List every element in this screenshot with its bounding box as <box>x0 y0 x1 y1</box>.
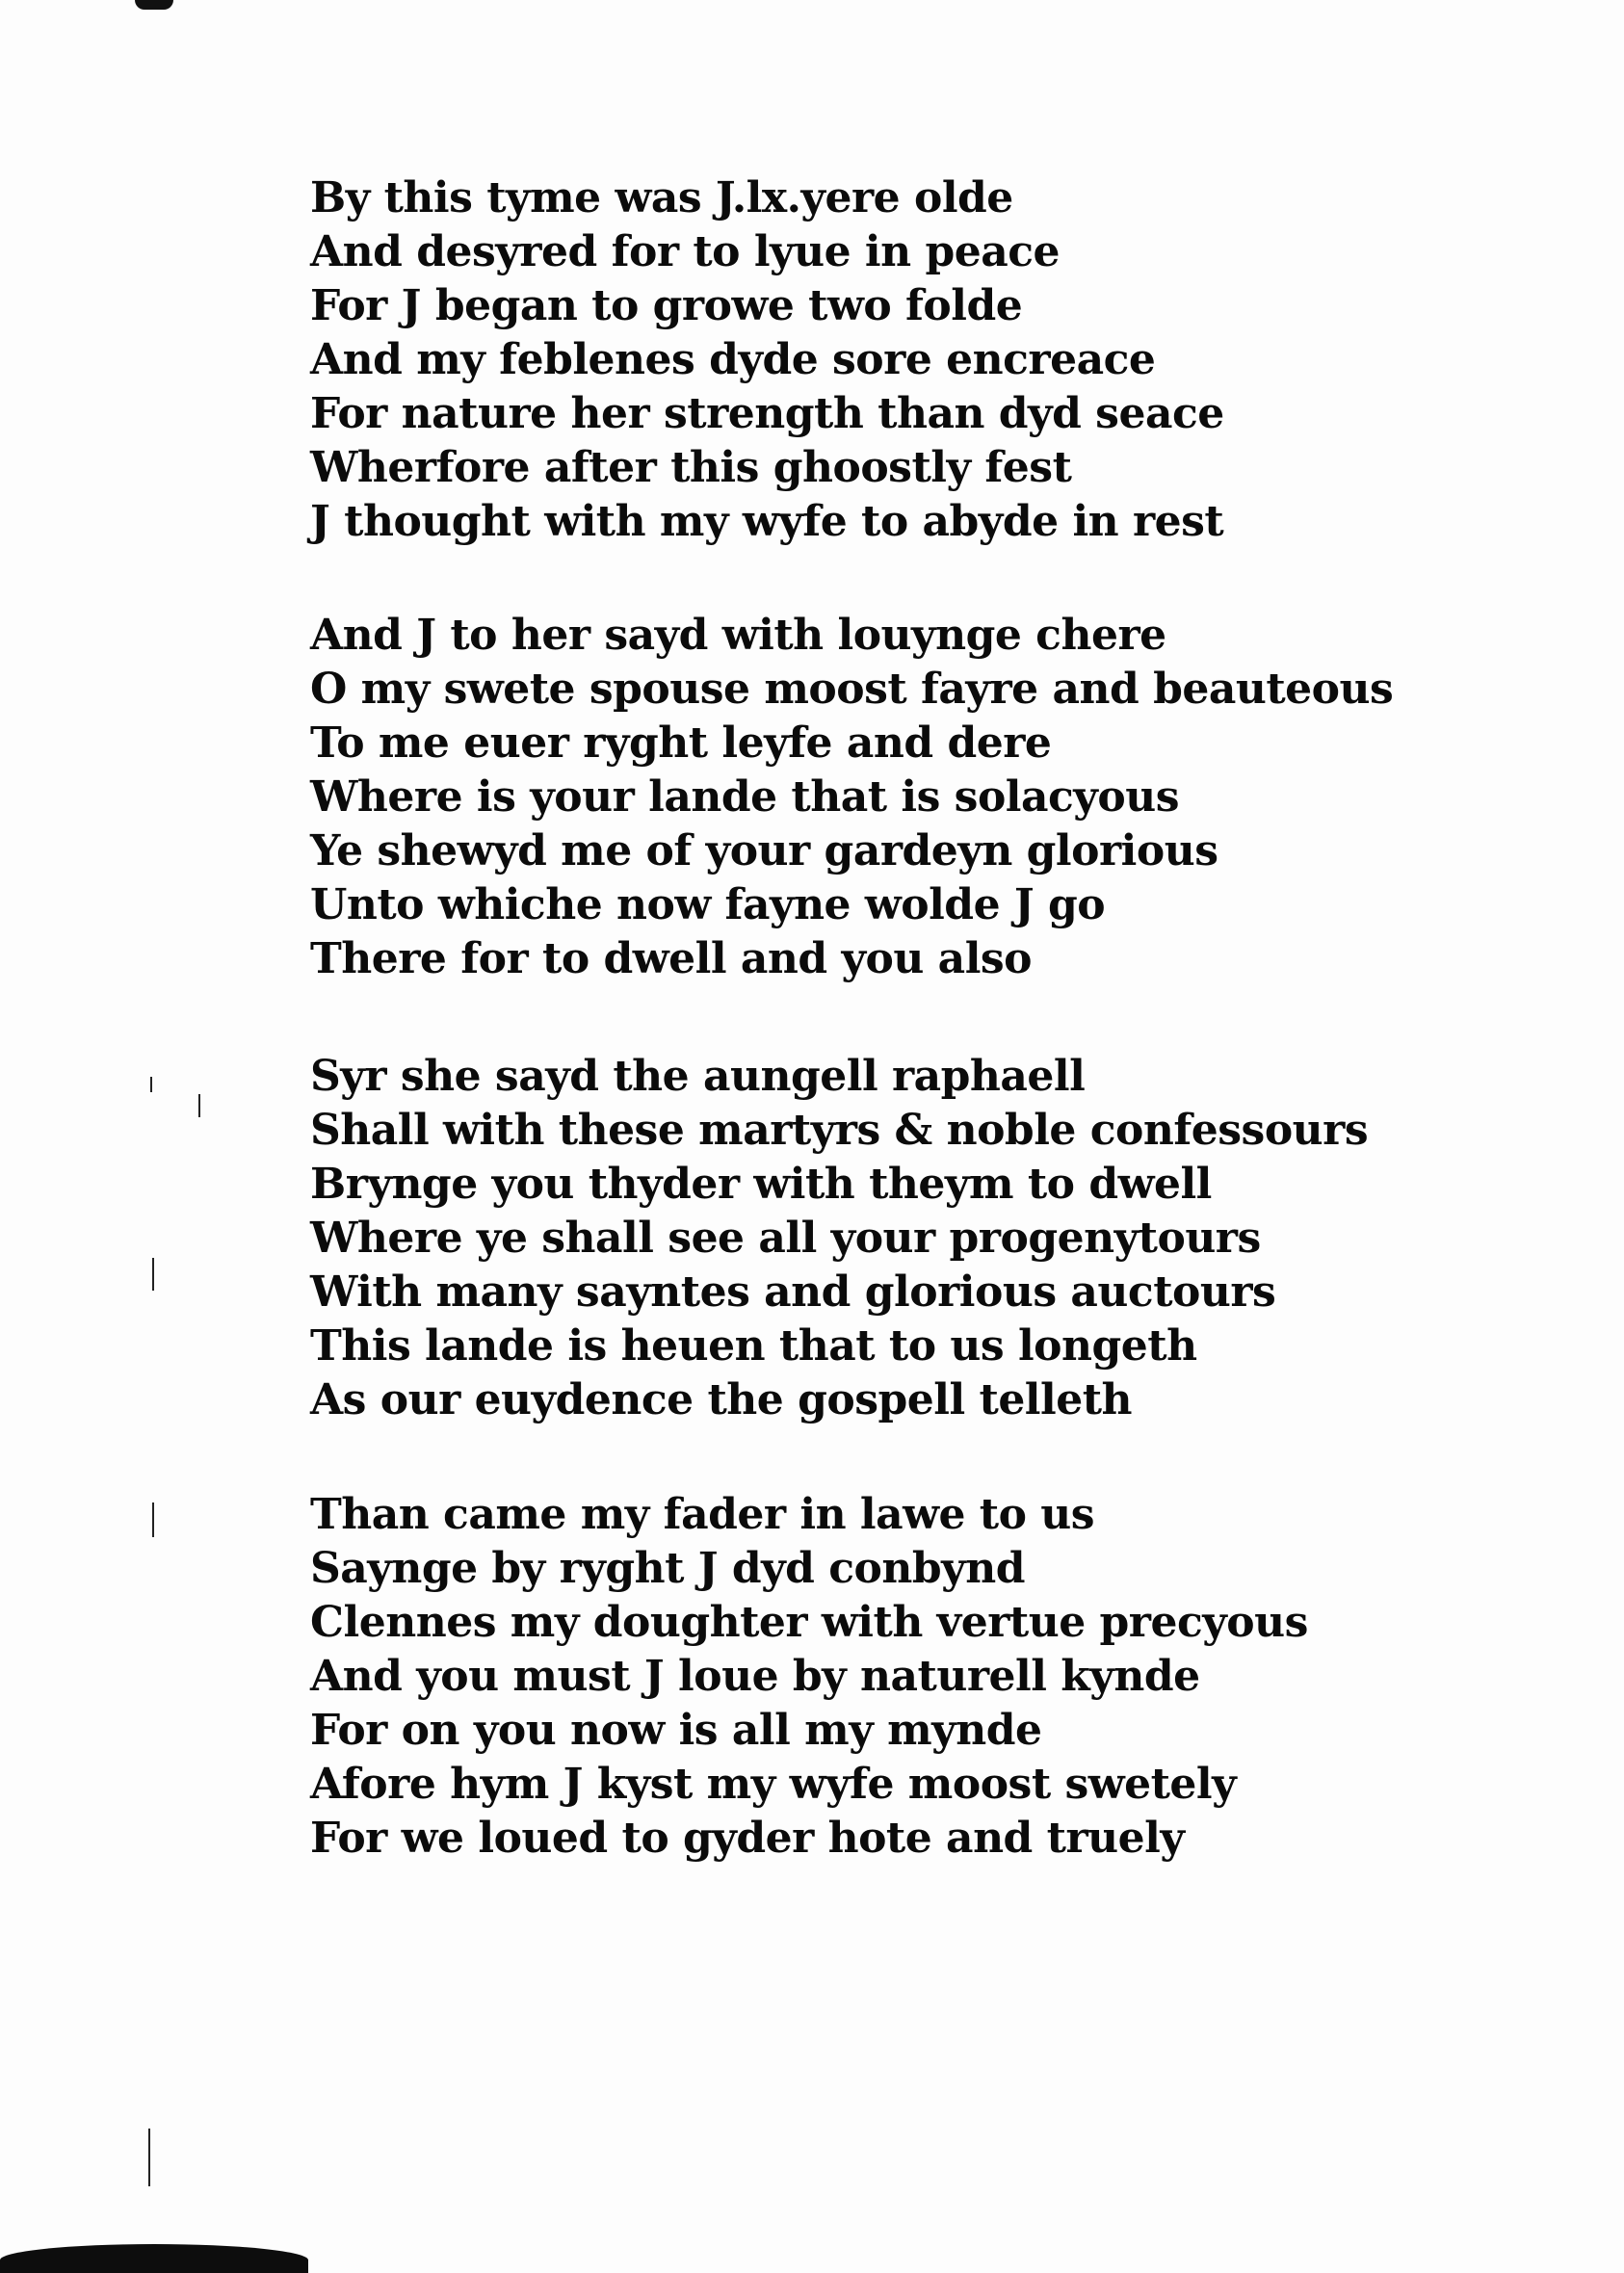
verse-line: Afore hym J kyst my wyfe moost swetely <box>310 1760 1237 1809</box>
verse-line: For on you now is all my mynde <box>310 1706 1042 1755</box>
verse-line: Unto whiche now fayne wolde J go <box>310 880 1106 929</box>
margin-mark <box>150 1077 152 1092</box>
verse-line: As our euydence the gospell telleth <box>310 1375 1133 1424</box>
verse-line: By this tyme was J.lx.yere olde <box>310 173 1013 222</box>
verse-line: And J to her sayd with louynge chere <box>310 611 1166 660</box>
verse-line: And you must J loue by naturell kynde <box>310 1652 1200 1701</box>
verse-line: Syr she sayd the aungell raphaell <box>310 1052 1086 1101</box>
stanza-2 <box>310 609 1394 986</box>
verse-line: J thought with my wyfe to abyde in rest <box>310 497 1224 546</box>
verse-line: Than came my fader in lawe to us <box>310 1490 1095 1539</box>
verse-line: To me euer ryght leyfe and dere <box>310 718 1052 768</box>
verse-line: Saynge by ryght J dyd conbynd <box>310 1544 1025 1593</box>
verse-line: O my swete spouse moost fayre and beauteous <box>310 665 1394 714</box>
margin-mark <box>152 1258 154 1291</box>
margin-mark <box>148 2129 150 2186</box>
stanza-3 <box>310 1050 1369 1427</box>
verse-line: For we loued to gyder hote and truely <box>310 1814 1185 1863</box>
verse-line: There for to dwell and you also <box>310 934 1033 983</box>
verse-line: Ye shewyd me of your gardeyn glorious <box>310 826 1218 875</box>
stanza-1 <box>310 171 1350 549</box>
ink-smudge-top <box>135 0 173 10</box>
verse-line: Brynge you thyder with theym to dwell <box>310 1160 1212 1209</box>
verse-line: Where is your lande that is solacyous <box>310 772 1179 822</box>
margin-mark <box>152 1502 154 1537</box>
verse-line: For J began to growe two folde <box>310 281 1023 330</box>
verse-line: For nature her strength than dyd seace <box>310 389 1224 438</box>
verse-line: Where ye shall see all your progenytours <box>310 1214 1261 1263</box>
verse-line: And my feblenes dyde sore encreace <box>310 335 1156 384</box>
verse-line: With many sayntes and glorious auctours <box>310 1267 1276 1317</box>
verse-line: Shall with these martyrs & noble confessours <box>310 1106 1369 1155</box>
verse-line: Wherfore after this ghoostly fest <box>310 443 1072 492</box>
verse-line: Clennes my doughter with vertue precyous <box>310 1598 1308 1647</box>
verse-line: This lande is heuen that to us longeth <box>310 1321 1197 1371</box>
margin-mark <box>198 1094 200 1117</box>
ink-smudge-bottom <box>0 2244 308 2273</box>
stanza-4 <box>310 1488 1350 1866</box>
verse-line: And desyred for to lyue in peace <box>310 227 1060 276</box>
